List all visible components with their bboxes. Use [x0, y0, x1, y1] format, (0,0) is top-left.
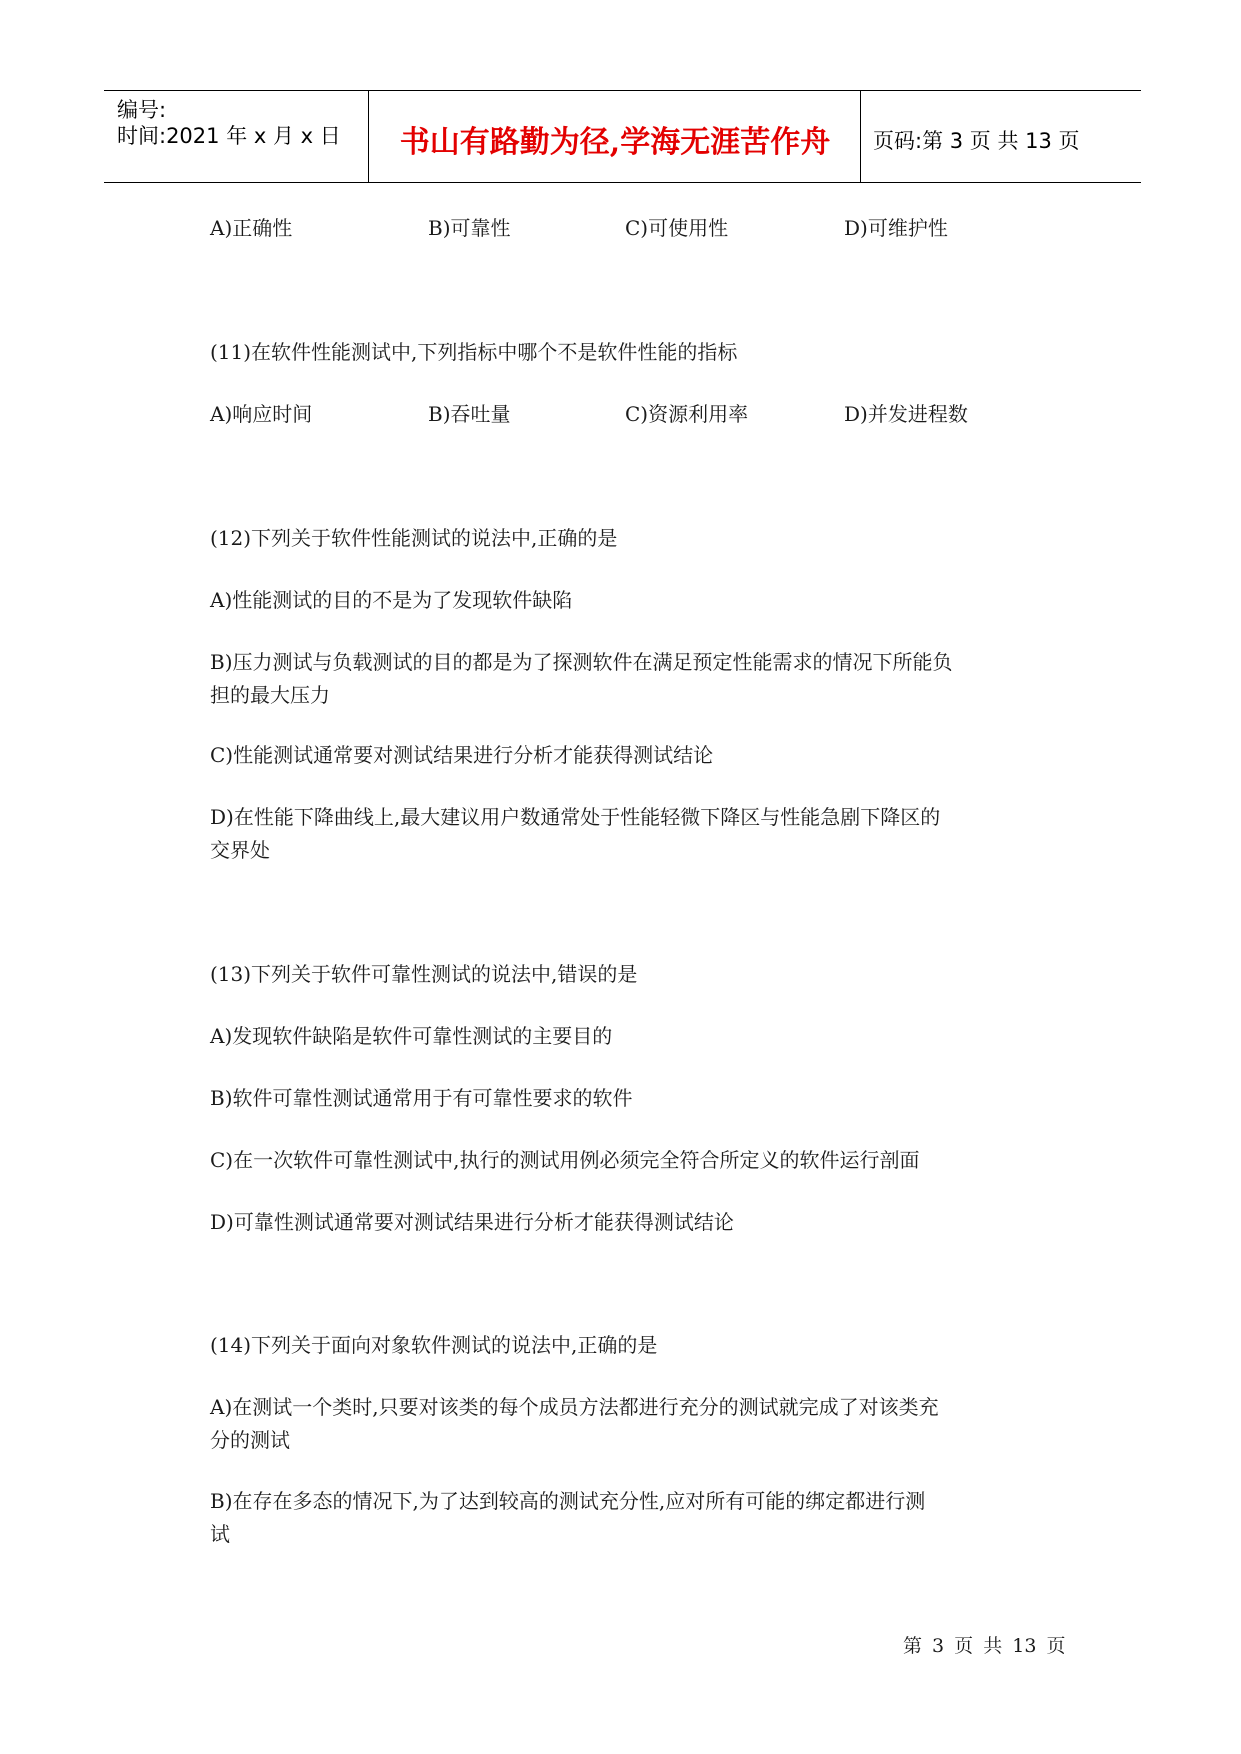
- q11-option-b: B)吞吐量: [428, 402, 511, 426]
- header-top-rule: [104, 90, 1141, 91]
- q13-option-d: D)可靠性测试通常要对测试结果进行分析才能获得测试结论: [210, 1210, 734, 1234]
- q13-stem: (13)下列关于软件可靠性测试的说法中,错误的是: [210, 962, 638, 986]
- q12-option-b-line2: 担的最大压力: [210, 683, 330, 707]
- header-motto: 书山有路勤为径,学海无涯苦作舟: [399, 125, 831, 160]
- q10-option-d: D)可维护性: [844, 216, 948, 240]
- q12-option-d-line2: 交界处: [210, 838, 270, 862]
- header-divider-left: [368, 90, 369, 182]
- q12-option-a: A)性能测试的目的不是为了发现软件缺陷: [210, 588, 573, 612]
- serial-label: 编号:: [117, 98, 167, 122]
- q11-option-a: A)响应时间: [210, 402, 313, 426]
- q11-option-c: C)资源利用率: [625, 402, 749, 426]
- header-divider-right: [860, 90, 861, 182]
- q14-option-b-line1: B)在存在多态的情况下,为了达到较高的测试充分性,应对所有可能的绑定都进行测: [210, 1489, 926, 1513]
- q12-option-c: C)性能测试通常要对测试结果进行分析才能获得测试结论: [210, 743, 714, 767]
- q10-option-a: A)正确性: [210, 216, 293, 240]
- q12-option-b-line1: B)压力测试与负载测试的目的都是为了探测软件在满足预定性能需求的情况下所能负: [210, 650, 953, 674]
- q14-option-a-line2: 分的测试: [210, 1428, 290, 1452]
- q11-stem: (11)在软件性能测试中,下列指标中哪个不是软件性能的指标: [210, 340, 738, 364]
- q12-stem: (12)下列关于软件性能测试的说法中,正确的是: [210, 526, 618, 550]
- q14-option-a-line1: A)在测试一个类时,只要对该类的每个成员方法都进行充分的测试就完成了对该类充: [210, 1395, 939, 1419]
- q13-option-a: A)发现软件缺陷是软件可靠性测试的主要目的: [210, 1024, 613, 1048]
- q13-option-b: B)软件可靠性测试通常用于有可靠性要求的软件: [210, 1086, 633, 1110]
- time-label: 时间:2021 年 x 月 x 日: [117, 124, 341, 148]
- q12-option-d-line1: D)在性能下降曲线上,最大建议用户数通常处于性能轻微下降区与性能急剧下降区的: [210, 805, 941, 829]
- page-code: 页码:第 3 页 共 13 页: [873, 129, 1080, 153]
- q14-stem: (14)下列关于面向对象软件测试的说法中,正确的是: [210, 1333, 658, 1357]
- q14-option-b-line2: 试: [210, 1522, 230, 1546]
- q11-option-d: D)并发进程数: [844, 402, 968, 426]
- page-footer: 第 3 页 共 13 页: [903, 1635, 1066, 1657]
- q13-option-c: C)在一次软件可靠性测试中,执行的测试用例必须完全符合所定义的软件运行剖面: [210, 1148, 920, 1172]
- q10-option-b: B)可靠性: [428, 216, 511, 240]
- header-bottom-rule: [104, 182, 1141, 183]
- q10-option-c: C)可使用性: [625, 216, 729, 240]
